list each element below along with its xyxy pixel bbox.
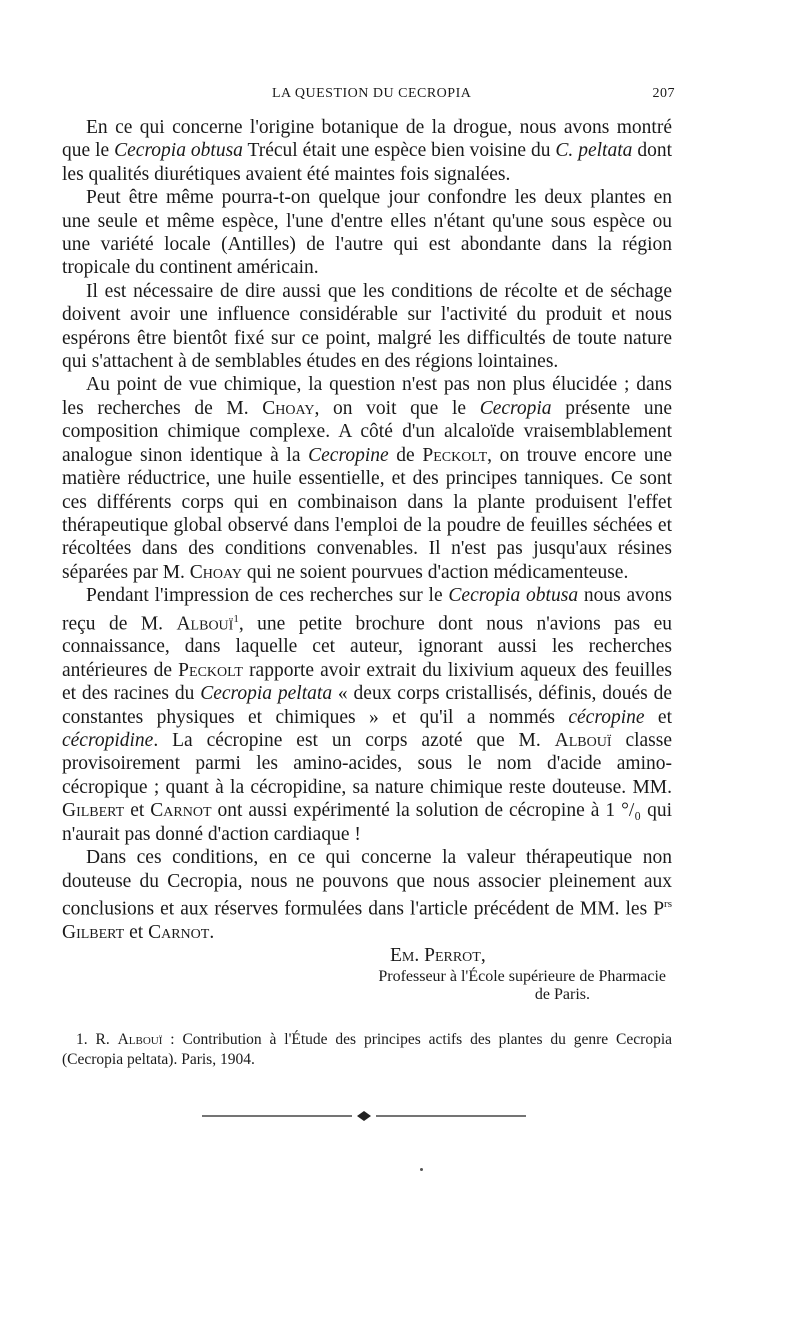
- paragraph-2: Peut être même pourra-t-on quelque jour confondre les deux plantes en une seule et même espèce, l'une d'entre elles n'étant qu'une sous espèce ou une variété locale (Antilles) de l'autre qui est abondante dans la région tropicale du continent américain.: [62, 187, 672, 279]
- signature-affiliation-city: de Paris.: [534, 985, 590, 1003]
- text: , on voit que le: [314, 397, 480, 419]
- text: , on trouve encore une matière réductrice, une huile essentielle, et des principes tanniques. Ce sont ces différents corps qui en combinaison dans la plante produisent l'effet thérapeutique global observé dans l'emploi de la poudre de feuilles séchées et récoltées dans des conditions convenables. Il n'est pas jusqu'aux résines séparées par M.: [62, 444, 672, 583]
- author-name: Carnot: [150, 800, 212, 822]
- text: « deux corps cristallisés, définis, doués de constantes physiques et chimiques » et qu'il a nommés: [62, 683, 672, 728]
- text: rapporte avoir extrait du lixivium aqueux des feuilles et des racines du: [62, 659, 672, 705]
- footnote-number: 1. R.: [76, 1030, 118, 1048]
- paragraph-3: Il est nécessaire de dire aussi que les conditions de récolte et de séchage doivent avoir une influence considérable sur l'activité du produit et nous espérons être bientôt fixé sur ce point, malgré les difficultés de toute nature qui s'attachent à de semblables études en des régions lointaines.: [62, 280, 672, 373]
- text: . La cécropine est un corps azoté que M.: [153, 730, 555, 752]
- compound-name: cécropidine: [62, 730, 154, 752]
- author-name: Peckolt: [178, 659, 243, 681]
- signature-block: [62, 944, 672, 1003]
- end-ornament: [202, 1110, 526, 1122]
- text: et: [644, 706, 672, 728]
- text: classe provisoirement parmi les amino-acides, sous le nom d'acide amino-cécropique ; quant à la cécropidine, sa nature chimique reste douteuse. MM.: [62, 730, 673, 798]
- diamond-icon: [357, 1111, 371, 1121]
- text: et: [124, 921, 149, 943]
- author-name: Albouï: [176, 613, 234, 635]
- footnote-text: : Contribution à l'Étude des principes actifs des plantes du genre Cecropia (Cecropia peltata). Paris, 1904.: [62, 1030, 673, 1068]
- text: Au point de vue chimique, la question n'est pas non plus élucidée ; dans les recherches de M.: [62, 374, 672, 419]
- author-name: Peckolt: [422, 444, 488, 466]
- species-name: Cecropia obtusa: [114, 140, 243, 162]
- footnote-marker: 1: [233, 612, 239, 625]
- text: qui ne soient pourvues d'action médicamenteuse.: [241, 561, 629, 583]
- author-name: Choay: [262, 397, 315, 419]
- page: [62, 86, 675, 1070]
- author-name: Choay: [189, 561, 242, 583]
- species-name: Cecropia peltata: [200, 683, 333, 705]
- author-name: Carnot: [148, 921, 210, 943]
- running-title: LA QUESTION DU CECROPIA: [272, 86, 472, 101]
- signature-name: Em. Perrot,: [390, 945, 486, 967]
- text: .: [209, 921, 215, 943]
- paragraph-6: [62, 846, 672, 944]
- page-number: 207: [652, 86, 675, 101]
- text: Trécul était une espèce bien voisine du: [242, 140, 556, 162]
- text: et: [124, 800, 151, 822]
- text: En ce qui concerne l'origine botanique de la drogue, nous avons montré que le: [62, 117, 672, 162]
- author-name: Albouï: [554, 730, 612, 752]
- running-header: [62, 86, 675, 108]
- text: , une petite brochure dont nous n'avions pas eu connaissance, dans laquelle cet auteur, ignorant aussi les recherches antérieures de: [62, 613, 672, 681]
- text: ont aussi expérimenté la solution de cécropine à 1 °/₀ qui n'aurait pas donné d'action cardiaque !: [62, 800, 672, 845]
- text: de: [388, 444, 423, 466]
- text: nous avons reçu de M.: [62, 585, 672, 635]
- paragraph-1: [62, 116, 672, 186]
- compound-name: Cecropine: [308, 444, 389, 466]
- text: dont les qualités diurétiques avaient été maintes fois signalées.: [62, 140, 673, 185]
- article-body: [62, 116, 672, 944]
- text: présente une composition chimique complexe. A côté d'un alcaloïde vraisemblablement analogue sinon identique à la: [62, 397, 672, 466]
- superscript: rs: [664, 897, 672, 910]
- paragraph-5: [62, 584, 672, 846]
- footnote-1: [62, 1030, 672, 1070]
- paragraph-4: [62, 373, 672, 584]
- species-name: Cecropia obtusa: [448, 585, 579, 607]
- author-name: Albouï: [117, 1030, 163, 1048]
- signature-affiliation: Professeur à l'École supérieure de Pharmacie: [378, 967, 666, 985]
- species-name: C. peltata: [555, 140, 633, 162]
- text: Pendant l'impression de ces recherches sur le: [86, 585, 449, 607]
- footnote: [62, 1030, 672, 1070]
- author-name: Gilbert: [62, 921, 125, 943]
- text: Dans ces conditions, en ce qui concerne la valeur thérapeutique non douteuse du Cecropia, nous ne pouvons que nous associer pleinement aux conclusions et aux réserves formulées dans l'article précédent de MM. les P: [62, 847, 672, 920]
- print-speck: [420, 1168, 423, 1171]
- species-name: Cecropia: [479, 397, 552, 419]
- compound-name: cécropine: [568, 706, 645, 728]
- author-name: Gilbert: [62, 800, 125, 822]
